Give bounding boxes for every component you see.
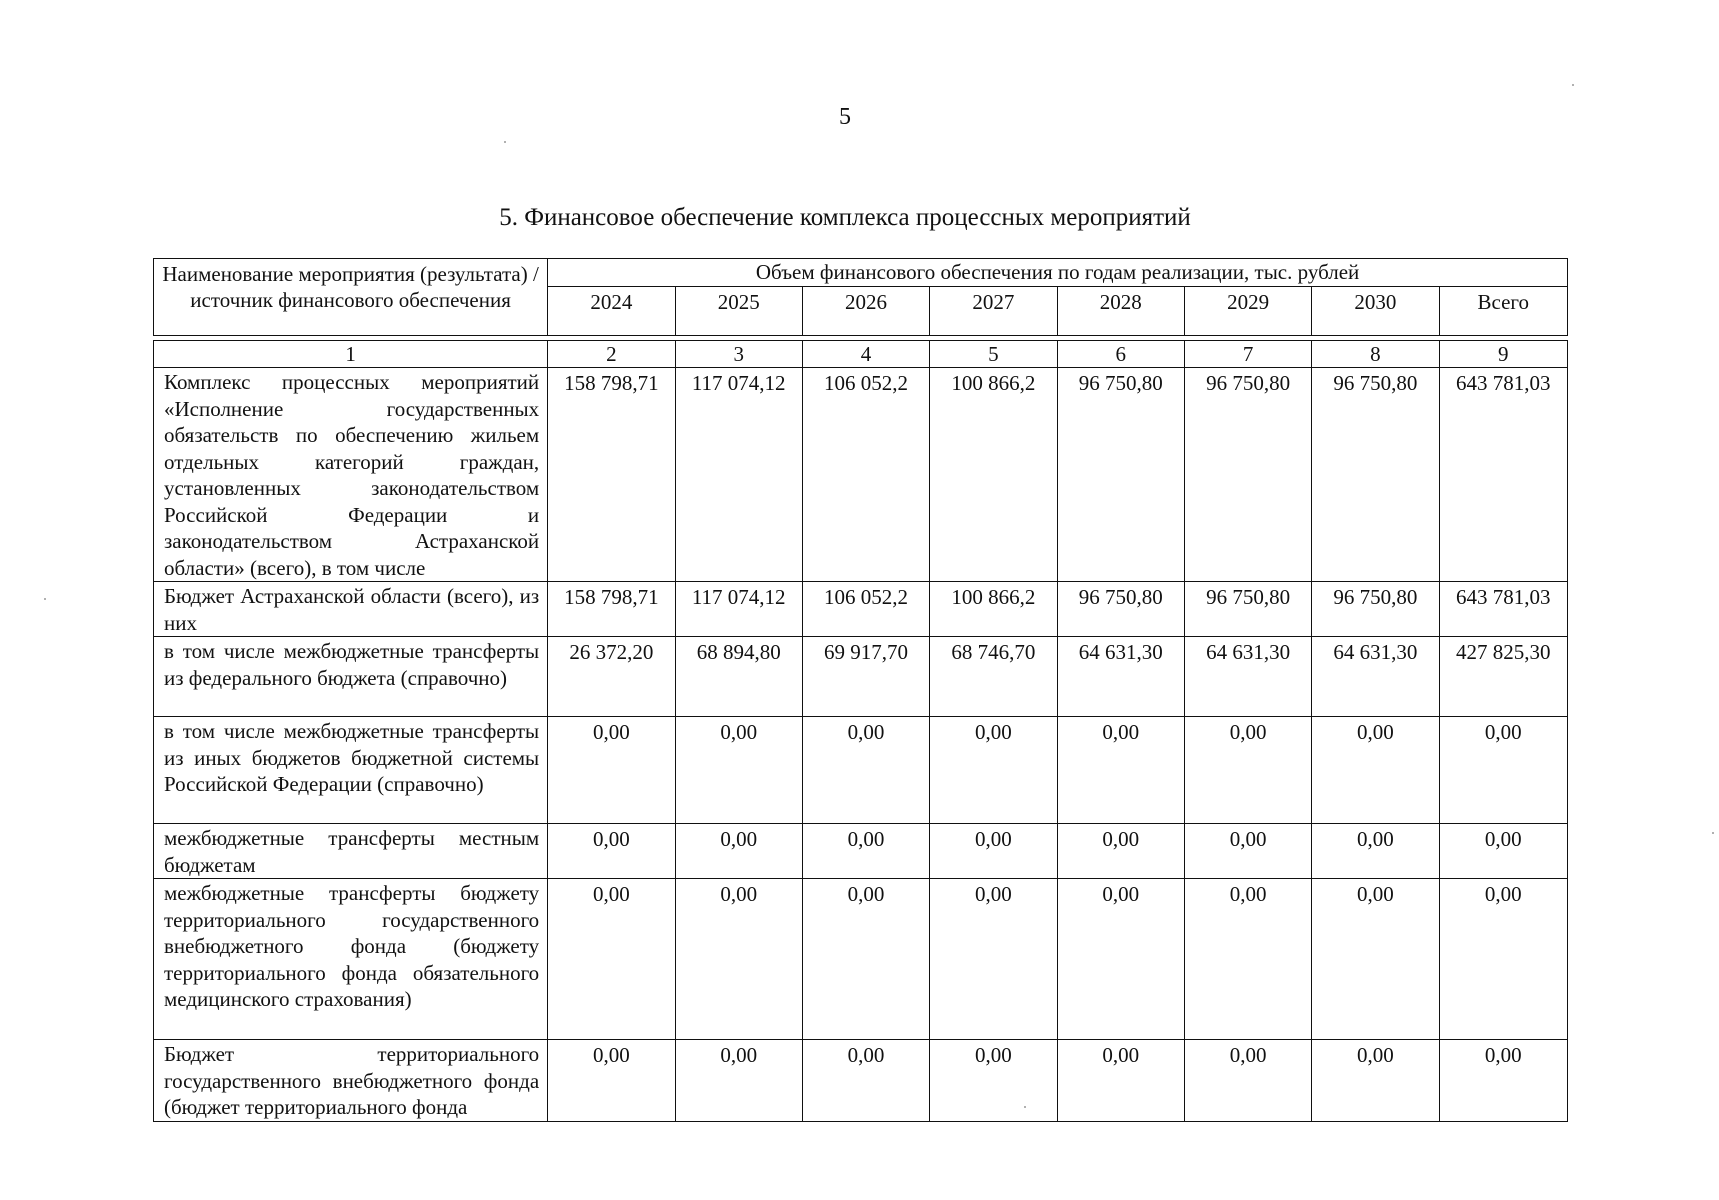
year-header: 2029 bbox=[1184, 287, 1311, 336]
value-cell: 0,00 bbox=[548, 717, 675, 824]
scan-speck bbox=[1712, 832, 1714, 834]
table-row bbox=[154, 368, 1568, 582]
total-cell: 0,00 bbox=[1439, 879, 1567, 1040]
total-cell: 0,00 bbox=[1439, 824, 1567, 879]
table-row bbox=[154, 1040, 1568, 1122]
row-name: межбюджетные трансферты бюджету территориального государственного внебюджетного фонда (бюджету территориального фонда обязательного медицинского страхования) bbox=[154, 879, 548, 1040]
years-group-header: Объем финансового обеспечения по годам реализации, тыс. рублей bbox=[548, 259, 1568, 287]
value-cell: 0,00 bbox=[1184, 824, 1311, 879]
value-cell: 0,00 bbox=[548, 1040, 675, 1122]
year-header: 2026 bbox=[802, 287, 929, 336]
table-row bbox=[154, 879, 1568, 1040]
value-cell: 0,00 bbox=[802, 1040, 929, 1122]
value-cell: 96 750,80 bbox=[1312, 582, 1439, 637]
value-cell: 158 798,71 bbox=[548, 582, 675, 637]
value-cell: 0,00 bbox=[548, 879, 675, 1040]
table-row bbox=[154, 824, 1568, 879]
column-number: 9 bbox=[1439, 341, 1567, 368]
value-cell: 106 052,2 bbox=[802, 368, 929, 582]
value-cell: 0,00 bbox=[1057, 1040, 1184, 1122]
year-header: 2028 bbox=[1057, 287, 1184, 336]
value-cell: 0,00 bbox=[548, 824, 675, 879]
value-cell: 0,00 bbox=[675, 1040, 802, 1122]
value-cell: 96 750,80 bbox=[1057, 582, 1184, 637]
value-cell: 0,00 bbox=[1184, 717, 1311, 824]
column-number-row bbox=[154, 341, 1568, 368]
row-name: в том числе межбюджетные трансферты из федерального бюджета (справочно) bbox=[154, 637, 548, 717]
value-cell: 68 746,70 bbox=[930, 637, 1057, 717]
value-cell: 96 750,80 bbox=[1184, 582, 1311, 637]
value-cell: 0,00 bbox=[1184, 879, 1311, 1040]
scan-speck bbox=[504, 141, 506, 143]
total-cell: 427 825,30 bbox=[1439, 637, 1567, 717]
value-cell: 0,00 bbox=[802, 879, 929, 1040]
value-cell: 100 866,2 bbox=[930, 368, 1057, 582]
total-cell: 643 781,03 bbox=[1439, 368, 1567, 582]
value-cell: 0,00 bbox=[930, 879, 1057, 1040]
financing-table bbox=[153, 258, 1568, 1122]
total-cell: 0,00 bbox=[1439, 717, 1567, 824]
row-name: Комплекс процессных мероприятий «Исполнение государственных обязательств по обеспечению жильем отдельных категорий граждан, установленных законодательством Российской Федерации и законодательством Астраханской области» (всего), в том числе bbox=[154, 368, 548, 582]
total-cell: 0,00 bbox=[1439, 1040, 1567, 1122]
row-name: Бюджет Астраханской области (всего), из них bbox=[154, 582, 548, 637]
column-number: 7 bbox=[1184, 341, 1311, 368]
value-cell: 96 750,80 bbox=[1057, 368, 1184, 582]
table-row bbox=[154, 582, 1568, 637]
table-row bbox=[154, 637, 1568, 717]
value-cell: 0,00 bbox=[1312, 717, 1439, 824]
column-number: 4 bbox=[802, 341, 929, 368]
column-number: 5 bbox=[930, 341, 1057, 368]
value-cell: 0,00 bbox=[930, 824, 1057, 879]
table-row bbox=[154, 717, 1568, 824]
value-cell: 0,00 bbox=[930, 717, 1057, 824]
financing-table-body bbox=[154, 259, 1568, 1122]
scan-speck bbox=[44, 598, 46, 600]
column-number: 6 bbox=[1057, 341, 1184, 368]
column-number: 1 bbox=[154, 341, 548, 368]
value-cell: 0,00 bbox=[675, 824, 802, 879]
value-cell: 69 917,70 bbox=[802, 637, 929, 717]
page-number: 5 bbox=[839, 104, 851, 130]
value-cell: 0,00 bbox=[1057, 879, 1184, 1040]
value-cell: 96 750,80 bbox=[1312, 368, 1439, 582]
document-title: 5. Финансовое обеспечение комплекса процессных мероприятий bbox=[499, 204, 1191, 231]
value-cell: 0,00 bbox=[1057, 717, 1184, 824]
value-cell: 117 074,12 bbox=[675, 368, 802, 582]
value-cell: 64 631,30 bbox=[1312, 637, 1439, 717]
value-cell: 0,00 bbox=[675, 717, 802, 824]
value-cell: 0,00 bbox=[1184, 1040, 1311, 1122]
value-cell: 0,00 bbox=[802, 717, 929, 824]
row-name: Бюджет территориального государственного внебюджетного фонда (бюджет территориального фонда bbox=[154, 1040, 548, 1122]
value-cell: 106 052,2 bbox=[802, 582, 929, 637]
year-header: 2024 bbox=[548, 287, 675, 336]
value-cell: 64 631,30 bbox=[1057, 637, 1184, 717]
year-header: 2030 bbox=[1312, 287, 1439, 336]
value-cell: 100 866,2 bbox=[930, 582, 1057, 637]
year-header: 2027 bbox=[930, 287, 1057, 336]
value-cell: 0,00 bbox=[1312, 879, 1439, 1040]
value-cell: 0,00 bbox=[930, 1040, 1057, 1122]
row-name: межбюджетные трансферты местным бюджетам bbox=[154, 824, 548, 879]
value-cell: 117 074,12 bbox=[675, 582, 802, 637]
total-cell: 643 781,03 bbox=[1439, 582, 1567, 637]
column-number: 8 bbox=[1312, 341, 1439, 368]
total-header: Всего bbox=[1439, 287, 1567, 336]
year-header: 2025 bbox=[675, 287, 802, 336]
header-row-1 bbox=[154, 259, 1568, 287]
name-column-header: Наименование мероприятия (результата) / источник финансового обеспечения bbox=[154, 259, 548, 336]
value-cell: 68 894,80 bbox=[675, 637, 802, 717]
value-cell: 0,00 bbox=[1057, 824, 1184, 879]
value-cell: 158 798,71 bbox=[548, 368, 675, 582]
scan-speck bbox=[1572, 84, 1574, 86]
value-cell: 0,00 bbox=[802, 824, 929, 879]
value-cell: 64 631,30 bbox=[1184, 637, 1311, 717]
column-number: 2 bbox=[548, 341, 675, 368]
value-cell: 0,00 bbox=[675, 879, 802, 1040]
value-cell: 0,00 bbox=[1312, 824, 1439, 879]
row-name: в том числе межбюджетные трансферты из иных бюджетов бюджетной системы Российской Федерации (справочно) bbox=[154, 717, 548, 824]
column-number: 3 bbox=[675, 341, 802, 368]
value-cell: 0,00 bbox=[1312, 1040, 1439, 1122]
value-cell: 26 372,20 bbox=[548, 637, 675, 717]
value-cell: 96 750,80 bbox=[1184, 368, 1311, 582]
